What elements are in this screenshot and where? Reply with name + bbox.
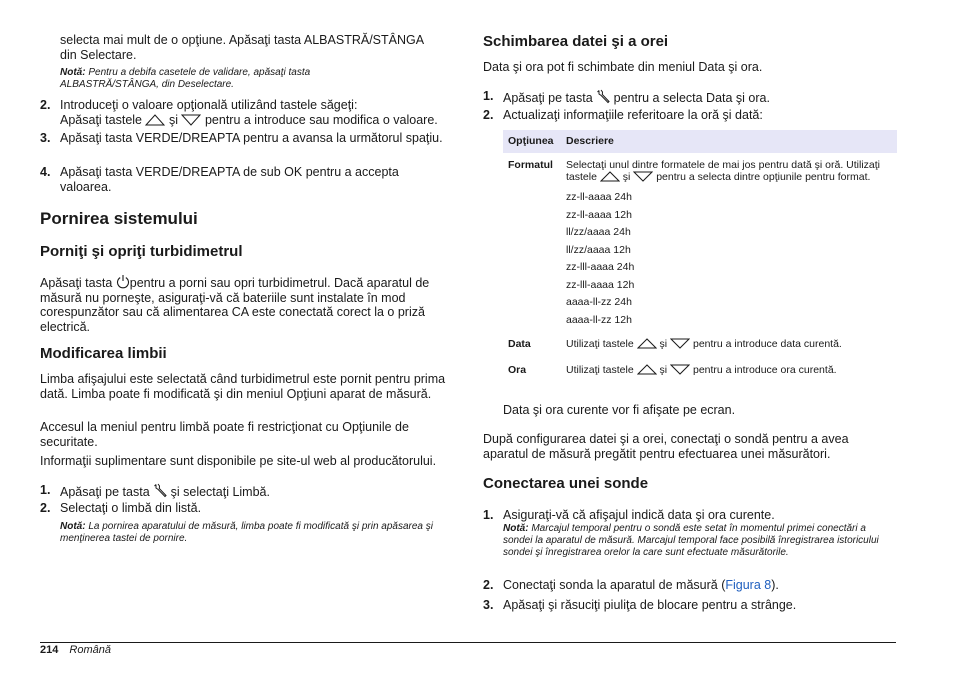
subsection-title-probe: Conectarea unei sonde: [483, 475, 649, 492]
paragraph-text: Apăsaţi tasta: [40, 276, 113, 290]
step-text: Actualizaţi informaţiile referitoare la oră şi dată:: [503, 108, 763, 122]
note-deselect: [60, 67, 390, 91]
intro-line-2: din Selectare.: [60, 48, 137, 62]
step-text: Apăsaţi pe tasta: [503, 91, 593, 105]
description-text: şi: [659, 338, 668, 351]
table-row-format: [503, 153, 897, 331]
note-label: Notă:: [503, 522, 529, 534]
table-row-date: [503, 330, 897, 355]
note-timestamp: [503, 523, 883, 559]
probe-step-1: [483, 508, 897, 559]
format-option: zz-lll-aaaa 24h: [566, 261, 635, 274]
description-text: Selectaţi unul dintre formatele de mai jos pentru dată şi oră. Utilizaţi tastele: [566, 158, 880, 184]
language-paragraph-3: Informaţii suplimentare sunt disponibile pe site-ul web al producătorului.: [40, 454, 437, 468]
probe-step-3: [483, 598, 897, 613]
format-option: ll/zz/aaaa 12h: [566, 243, 631, 256]
note-power-language: [60, 521, 440, 545]
subsection-title-language: Modificarea limbii: [40, 345, 167, 362]
intro-line-1: selecta mai mult de o opţiune. Apăsaţi tasta ALBASTRĂ/STÂNGA: [60, 33, 425, 47]
format-option: ll/zz/aaaa 24h: [566, 226, 631, 239]
step-number: 2.: [483, 108, 494, 122]
note-text: La pornirea aparatului de măsură, limba poate fi modificată şi prin apăsarea şi menţinerea tastei de pornire.: [60, 521, 433, 544]
options-table: [503, 130, 897, 380]
subsection-title-power: Porniţi şi opriţi turbidimetrul: [40, 243, 243, 260]
language-step-2: [40, 501, 452, 516]
format-option: aaaa-ll-zz 24h: [566, 296, 632, 309]
date-step-1: [483, 89, 897, 106]
down-arrow-key-icon: [670, 338, 690, 349]
step-text: Apăsaţi pe tasta: [60, 485, 150, 499]
step-text: Asiguraţi-vă că afişajul indică data şi ora curente.: [503, 508, 775, 522]
subsection-title-date-time: Schimbarea datei şi a orei: [483, 33, 669, 50]
note-text: Pentru a debifa casetele de validare, apăsaţi tasta ALBASTRĂ/STÂNGA, din Deselectare.: [60, 67, 311, 90]
description-text: pentru a selecta dintre opţiunile pentru format.: [656, 171, 871, 184]
date-time-paragraph: Data şi ora pot fi schimbate din meniul Data şi ora.: [483, 60, 763, 74]
step-text: Apăsaţi tastele: [60, 112, 142, 127]
page-number: 214: [40, 644, 59, 656]
power-icon: [116, 274, 130, 289]
up-arrow-key-icon: [637, 364, 657, 375]
table-cell-option: Data: [508, 338, 531, 351]
table-cell-description: [561, 355, 897, 381]
step-number: 3.: [40, 131, 51, 145]
step-2: [40, 98, 452, 127]
description-text: pentru a introduce ora curentă.: [692, 363, 837, 376]
table-cell-description: [561, 330, 897, 355]
language-step-1: [40, 483, 452, 500]
up-arrow-key-icon: [145, 114, 165, 126]
figure-8-link[interactable]: Figura 8: [725, 578, 772, 592]
step-number: 1.: [483, 89, 494, 103]
options-table-wrapper: [503, 130, 897, 380]
table-row-time: [503, 355, 897, 381]
after-config-paragraph: După configurarea datei şi a orei, conectaţi o sondă pentru a avea aparatul de măsură pregătit pentru efectuarea unei măsurători.: [483, 432, 849, 461]
step-text: Apăsaţi şi răsuciţi piuliţa de blocare pentru a strânge.: [503, 598, 797, 612]
step-number: 1.: [483, 508, 494, 522]
step-text: ).: [771, 578, 779, 592]
paragraph-text: pentru a porni sau opri turbidimetrul. Dacă aparatul de măsură nu porneşte, asiguraţi-vă că bateriile sunt instalate în mod corespunzător sau că alimentarea CA este conectată corect la o priză electrică.: [40, 276, 430, 334]
format-description: [566, 159, 892, 185]
step-text: Apăsaţi tasta VERDE/DREAPTA pentru a avansa la următorul spaţiu.: [60, 131, 443, 145]
after-table-text: Data şi ora curente vor fi afişate pe ecran.: [503, 403, 736, 417]
step-text: pentru a introduce sau modifica o valoare.: [204, 112, 438, 127]
down-arrow-key-icon: [633, 171, 653, 182]
step-number: 2.: [483, 578, 494, 592]
table-header-description: Descriere: [561, 130, 897, 153]
description-text: pentru a introduce data curentă.: [692, 338, 842, 351]
step-number: 2.: [40, 501, 51, 515]
description-text: şi: [622, 171, 631, 184]
description-text: Utilizaţi tastele: [566, 363, 634, 376]
description-text: şi: [659, 363, 668, 376]
step-text: Conectaţi sonda la aparatul de măsură (: [503, 578, 726, 592]
table-cell-option: Formatul: [508, 158, 553, 171]
power-paragraph: [40, 274, 448, 334]
footer-rule: [40, 642, 896, 643]
step-4: [40, 165, 452, 194]
table-header-row: [503, 130, 897, 153]
step-text: Introduceţi o valoare opţională utilizând tastele săgeţi:: [60, 98, 358, 112]
language-paragraph-2: Accesul la meniul pentru limbă poate fi restricţionat cu Opţiunile de securitate.: [40, 420, 409, 449]
table-cell-option: Ora: [508, 363, 527, 376]
wrench-icon: [596, 89, 610, 104]
down-arrow-key-icon: [181, 114, 201, 126]
footer-language: Română: [69, 644, 111, 656]
note-text: Marcajul temporal pentru o sondă este setat în momentul primei conectări a sondei la aparatul de măsură. Marcajul temporal face posibilă înregistrarea istoricului sondei şi înregistrarea orelor la care sunt efectuate măsurătorile.: [503, 522, 879, 558]
step-number: 2.: [40, 98, 51, 112]
step-text: Apăsaţi tasta VERDE/DREAPTA de sub OK pentru a accepta valoarea.: [60, 165, 399, 194]
step-text: şi: [168, 112, 178, 127]
format-option: zz-ll-aaaa 24h: [566, 191, 632, 204]
step-text: pentru a selecta Data şi ora.: [613, 91, 770, 105]
date-step-2: [483, 108, 897, 123]
footer: [40, 644, 111, 657]
step-3: [40, 131, 452, 146]
format-option: zz-lll-aaaa 12h: [566, 278, 635, 291]
down-arrow-key-icon: [670, 364, 690, 375]
step-text-line2: [60, 113, 452, 128]
table-cell-description: [561, 153, 897, 331]
step-text: şi selectaţi Limbă.: [170, 485, 270, 499]
format-option: aaaa-ll-zz 12h: [566, 313, 632, 326]
step-number: 3.: [483, 598, 494, 612]
up-arrow-key-icon: [600, 171, 620, 182]
section-title: Pornirea sistemului: [40, 209, 198, 228]
wrench-icon: [153, 483, 167, 498]
step-number: 1.: [40, 483, 51, 497]
probe-step-2: [483, 578, 897, 593]
language-paragraph-1: Limba afişajului este selectată când turbidimetrul este pornit pentru prima dată. Limba poate fi modificată şi din meniul Opţiuni aparat de măsură.: [40, 372, 446, 401]
step-text: Selectaţi o limbă din listă.: [60, 501, 202, 515]
description-text: Utilizaţi tastele: [566, 338, 634, 351]
table-header-option: Opţiunea: [503, 130, 561, 153]
format-list: [566, 191, 892, 326]
up-arrow-key-icon: [637, 338, 657, 349]
step-number: 4.: [40, 165, 51, 179]
format-option: zz-ll-aaaa 12h: [566, 208, 632, 221]
note-label: Notă:: [60, 67, 86, 78]
note-label: Notă:: [60, 521, 86, 532]
